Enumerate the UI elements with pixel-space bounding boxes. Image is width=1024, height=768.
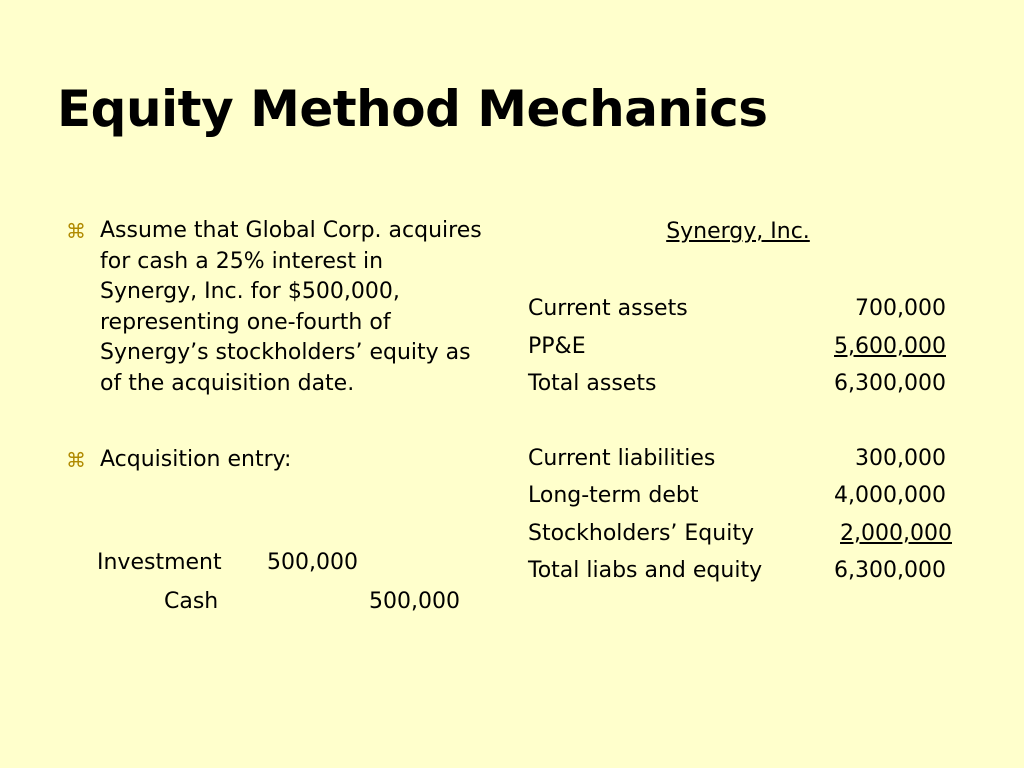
row-amount: 2,000,000 (840, 520, 952, 546)
row-label: Current assets (528, 296, 688, 321)
bullet-item (66, 445, 486, 476)
row-amount: 700,000 (855, 296, 946, 321)
row-amount: 6,300,000 (834, 558, 946, 583)
company-name: Synergy, Inc. (666, 219, 810, 244)
entry-debit-amount: 500,000 (267, 550, 358, 575)
bullet-text: Acquisition entry: (100, 447, 292, 472)
table-row (528, 328, 958, 366)
bullet-item (66, 216, 486, 399)
row-amount: 6,300,000 (834, 371, 946, 396)
row-amount: 5,600,000 (834, 333, 946, 359)
row-label: Long-term debt (528, 483, 699, 508)
table-row (528, 290, 958, 328)
table-row (528, 440, 958, 478)
row-label: Total assets (528, 371, 657, 396)
row-amount: 300,000 (855, 445, 946, 471)
table-row (528, 365, 958, 403)
entry-debit-account: Investment (97, 550, 222, 575)
entry-credit-amount: 500,000 (369, 589, 460, 614)
slide-title: Equity Method Mechanics (57, 80, 768, 138)
row-amount: 4,000,000 (834, 483, 946, 508)
row-label: Stockholders’ Equity (528, 520, 754, 546)
command-key-icon: ⌘ (66, 448, 86, 472)
row-label: Current liabilities (528, 445, 716, 471)
table-row (528, 515, 958, 553)
table-row (528, 552, 958, 590)
entry-credit-account: Cash (164, 589, 219, 614)
balance-sheet (528, 216, 958, 590)
table-row (528, 477, 958, 515)
bullet-list (66, 216, 486, 476)
row-label: PP&E (528, 333, 586, 359)
bullet-text: Assume that Global Corp. acquires for cash a 25% interest in Synergy, Inc. for $500,000, representing one-fourth of Synergy’s stockholders’ equity as of the acquisition date. (100, 218, 482, 396)
command-key-icon: ⌘ (66, 219, 86, 243)
row-label: Total liabs and equity (528, 558, 763, 583)
